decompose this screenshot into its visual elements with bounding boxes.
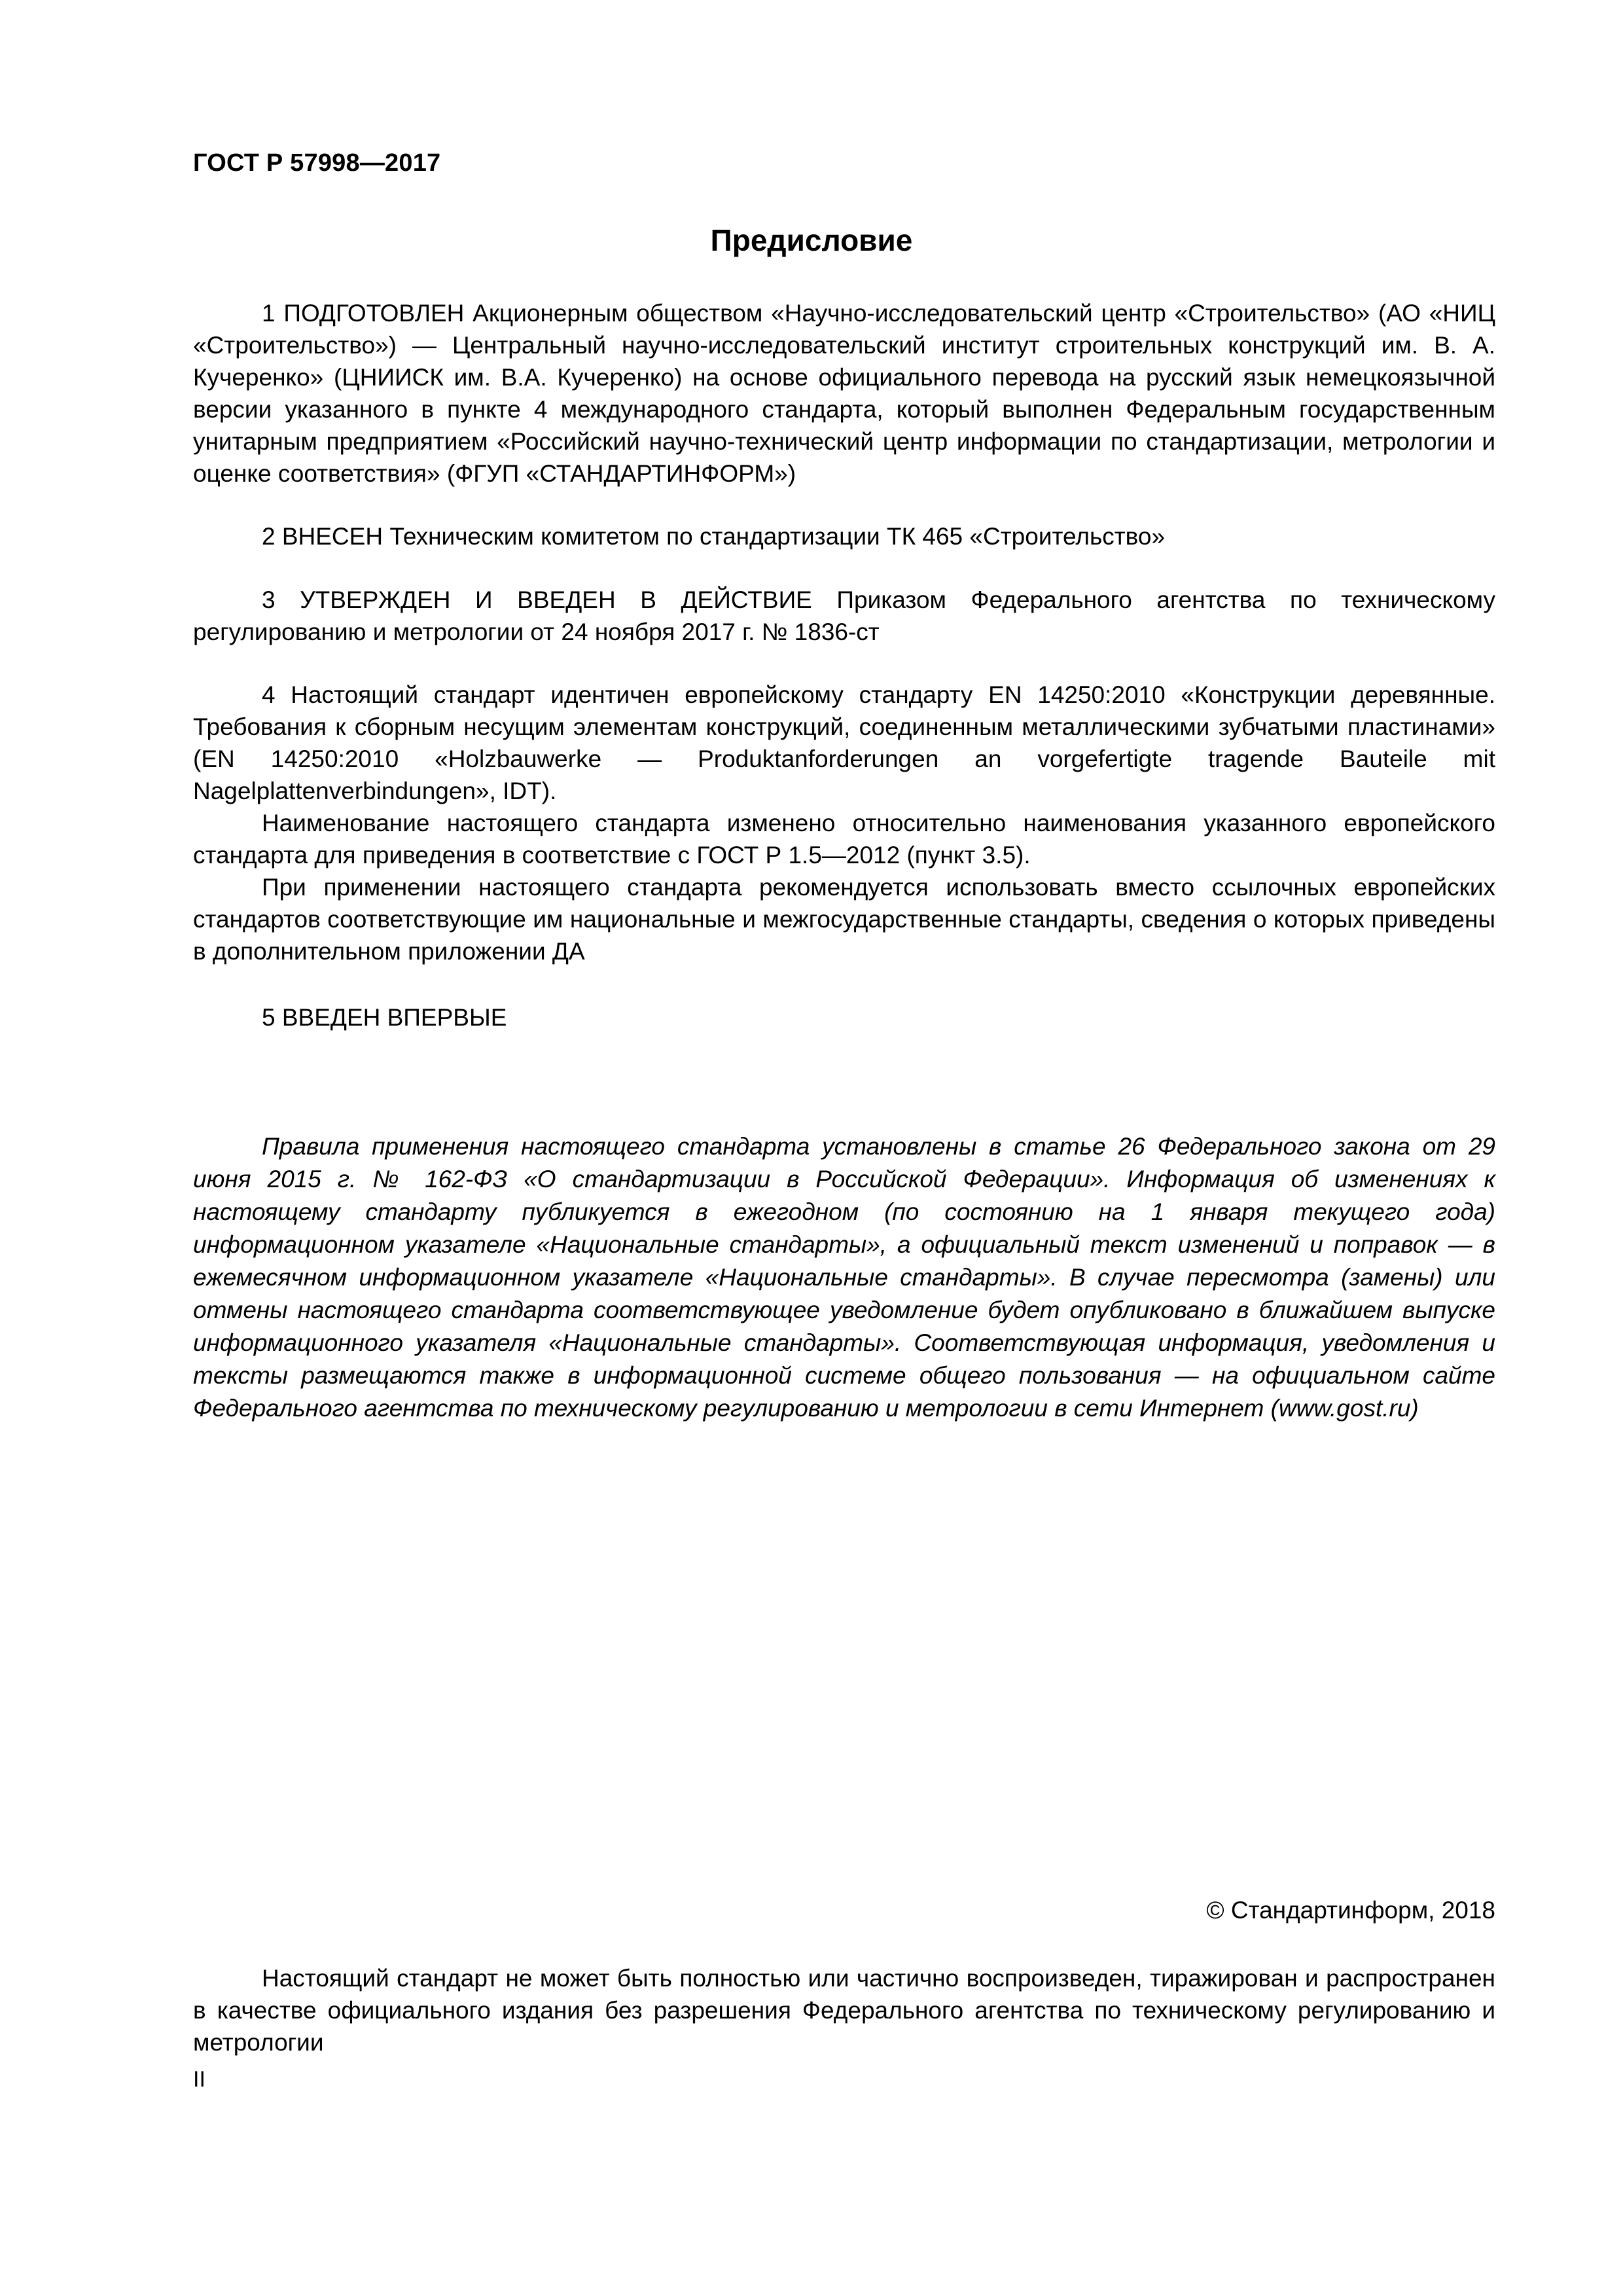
foreword-item-3 xyxy=(193,584,1495,648)
standard-code: ГОСТ Р 57998—2017 xyxy=(193,149,441,177)
page-title: Предисловие xyxy=(710,223,913,257)
foreword-item-5 xyxy=(193,1001,1495,1033)
reproduction-notice-text: Настоящий стандарт не может быть полностью или частично воспроизведен, тиражирован и распространен в качестве официального издания без разрешения Федерального агентства по техническому регулированию и метрологии xyxy=(193,1965,1495,2056)
application-rules-text: Правила применения настоящего стандарта установлены в статье 26 Федерального закона от 29 июня 2015 г. № 162-ФЗ «О стандартизации в Российской Федерации». Информация об изменениях к настоящему стандарту публикуется в ежегодном (по состоянию на 1 января текущего года) информационном указателе «Национальные стандарты», а официальный текст изменений и поправок — в ежемесячном информационном указателе «Национальные стандарты». В случае пересмотра (замены) или отмены настоящего стандарта соответствующее уведомление будет опубликовано в ближайшем выпуске информационного указателя «Национальные стандарты». Соответствующая информация, уведомления и тексты размещаются также в информационной системе общего пользования — на официальном сайте Федерального агентства по техническому регулированию и метрологии в сети Интернет (www.gost.ru) xyxy=(193,1133,1495,1422)
foreword-item-2-text: 2 ВНЕСЕН Техническим комитетом по стандартизации ТК 465 «Строительство» xyxy=(262,523,1166,550)
reproduction-notice xyxy=(193,1962,1495,2058)
page-number: II xyxy=(193,2067,205,2092)
foreword-item-3-text: 3 УТВЕРЖДЕН И ВВЕДЕН В ДЕЙСТВИЕ Приказом Федерального агентства по техническому регулированию и метрологии от 24 ноября 2017 г. № 1836-ст xyxy=(193,586,1495,645)
application-rules-notice xyxy=(193,1130,1495,1425)
foreword-item-4-paragraph-1: 4 Настоящий стандарт идентичен европейскому стандарту EN 14250:2010 «Конструкции деревянные. Требования к сборным несущим элементам конструкций, соединенным металлическими зубчатыми пластинами» (EN 14250:2010 «Holzbauwerke — Produktanforderungen an vorgefertigte tragende Bauteile mit Nagelplattenverbindungen», IDT). xyxy=(193,681,1495,804)
foreword-item-4-paragraph-3: При применении настоящего стандарта рекомендуется использовать вместо ссылочных европейских стандартов соответствующие им национальные и межгосударственные стандарты, сведения о которых приведены в дополнительном приложении ДА xyxy=(193,874,1495,965)
foreword-item-1 xyxy=(193,297,1495,490)
foreword-item-4 xyxy=(193,679,1495,967)
foreword-item-2 xyxy=(193,520,1495,552)
foreword-item-5-text: 5 ВВЕДЕН ВПЕРВЫЕ xyxy=(262,1004,507,1031)
foreword-item-4-paragraph-2: Наименование настоящего стандарта изменено относительно наименования указанного европейского стандарта для приведения в соответствие с ГОСТ Р 1.5—2012 (пункт 3.5). xyxy=(193,810,1495,869)
copyright-line: © Стандартинформ, 2018 xyxy=(1206,1897,1495,1924)
foreword-item-1-text: 1 ПОДГОТОВЛЕН Акционерным обществом «Научно-исследовательский центр «Строительство» (АО «НИЦ «Строительство») — Центральный научно-исследовательский институт строительных конструкций им. В. А. Кучеренко» (ЦНИИСК им. В.А. Кучеренко) на основе официального перевода на русский язык немецкоязычной версии указанного в пункте 4 международного стандарта, который выполнен Федеральным государственным унитарным предприятием «Российский научно-технический центр информации по стандартизации, метрологии и оценке соответствия» (ФГУП «СТАНДАРТИНФОРМ») xyxy=(193,300,1495,487)
